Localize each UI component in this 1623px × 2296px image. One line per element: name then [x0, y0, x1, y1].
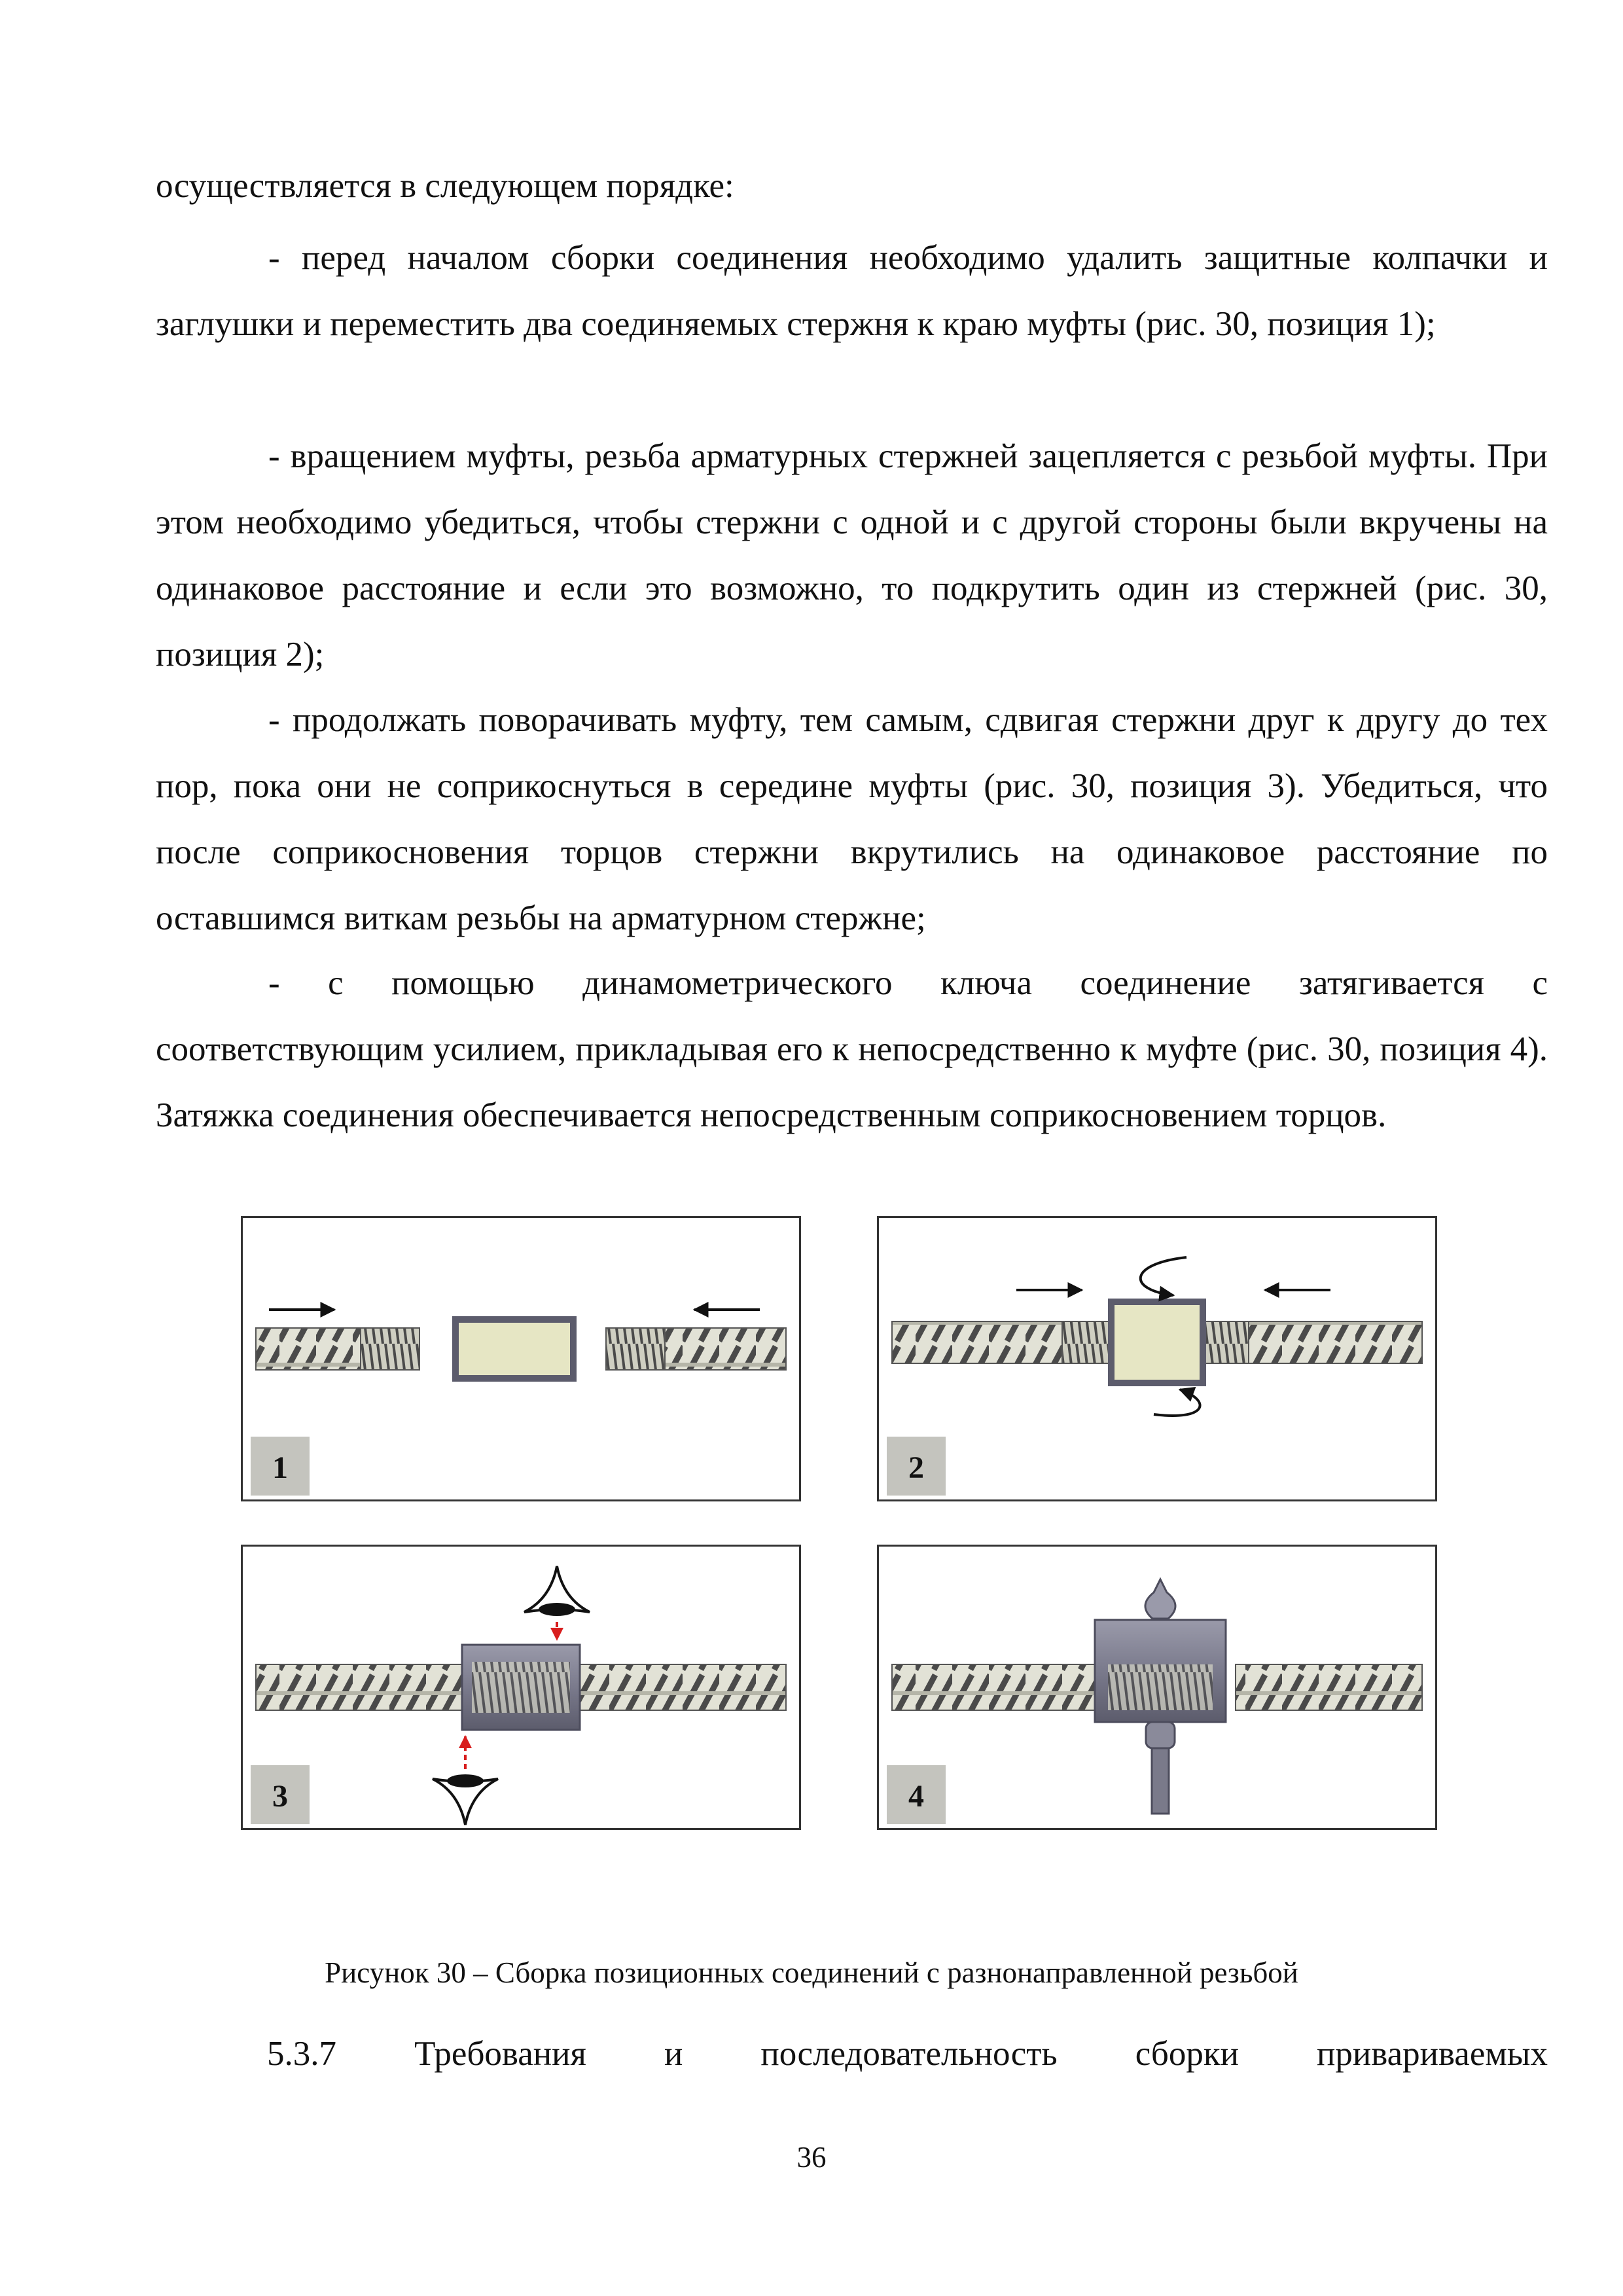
heading-word: сборки — [1135, 2035, 1239, 2073]
figure-30 — [241, 1216, 1459, 1929]
panel-label: 3 — [251, 1765, 310, 1824]
paragraph-step-1: - перед началом сборки соединения необходимо удалить защитные колпачки и заглушки и переместить два соединяемых стержня к краю муфты (рис. 30, позиция 1); — [156, 239, 1548, 343]
figure-panel-4 — [877, 1545, 1437, 1830]
figure-panel-3 — [241, 1545, 801, 1830]
paragraph-step-4: - с помощью динамометрического ключа соединение затягивается с соответствующим усилием, прикладывая его к непосредственно к муфте (рис. 30, позиция 4). Затяжка соединения обеспечивается непосредственным соприкосновением торцов. — [156, 964, 1548, 1134]
visual-inspection-icon — [243, 1547, 799, 1828]
torque-wrench-tightening-icon — [879, 1547, 1435, 1828]
panel-label: 4 — [887, 1765, 946, 1824]
figure-panel-2 — [877, 1216, 1437, 1501]
panel-label: 2 — [887, 1437, 946, 1496]
coupler-rotation-icon — [879, 1218, 1435, 1499]
heading-word: Требования — [414, 2035, 586, 2073]
rebar-approach-coupler-icon — [243, 1218, 799, 1499]
figure-panel-1 — [241, 1216, 801, 1501]
heading-word: и — [664, 2035, 683, 2073]
figure-caption: Рисунок 30 – Сборка позиционных соединений с разнонаправленной резьбой — [325, 1956, 1298, 1989]
section-heading — [267, 2034, 1548, 2073]
paragraph-intro: осуществляется в следующем порядке: — [156, 167, 734, 205]
paragraph-step-2: - вращением муфты, резьба арматурных стержней зацепляется с резьбой муфты. При этом необходимо убедиться, чтобы стержни с одной и с другой стороны были вкручены на одинаковое расстояние и если это возможно, то подкрутить один из стержней (рис. 30, позиция 2); — [156, 437, 1548, 673]
heading-word: 5.3.7 — [267, 2035, 336, 2073]
panel-label: 1 — [251, 1437, 310, 1496]
heading-word: привариваемых — [1317, 2035, 1548, 2073]
paragraph-step-3: - продолжать поворачивать муфту, тем самым, сдвигая стержни друг к другу до тех пор, пока они не соприкоснуться в середине муфты (рис. 30, позиция 3). Убедиться, что после соприкосновения торцов стержни вкрутились на одинаковое расстояние по оставшимся виткам резьбы на арматурном стержне; — [156, 701, 1548, 937]
page-number: 36 — [796, 2141, 827, 2174]
heading-word: последовательность — [760, 2035, 1058, 2073]
